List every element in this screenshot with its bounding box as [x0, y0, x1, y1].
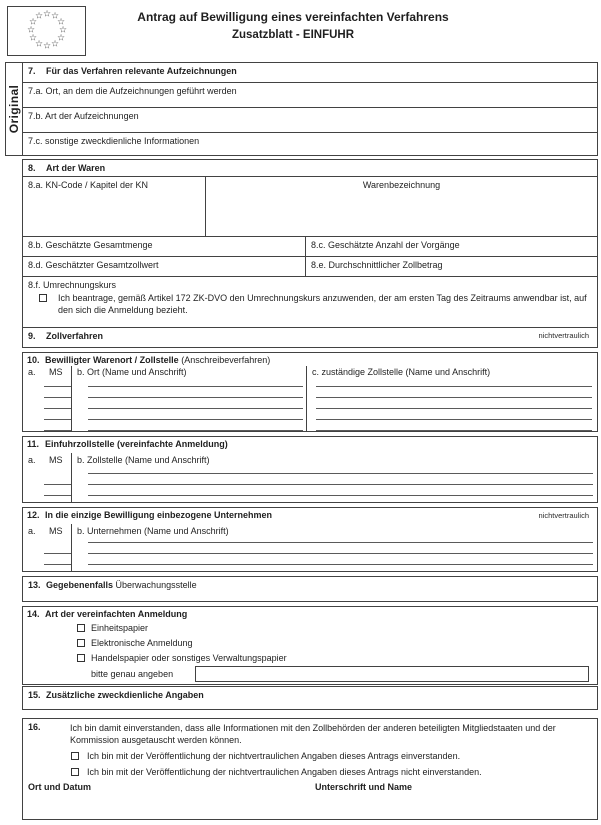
section-13-header — [23, 577, 597, 590]
goods-description-label: Warenbezeichnung — [362, 180, 441, 190]
field-8a-goods[interactable] — [206, 177, 597, 236]
col-c-label: c. zuständige Zollstelle (Name und Anschrift) — [312, 367, 491, 377]
field-8c-label: 8.c. Geschätzte Anzahl der Vorgänge — [311, 240, 460, 250]
section-11-number: 11. — [27, 439, 40, 449]
field-8e-label: 8.e. Durchschnittlicher Zollbetrag — [311, 260, 443, 270]
star-icon: ☆ — [26, 25, 36, 36]
col-a-label: a. — [28, 526, 36, 536]
write-line[interactable] — [88, 419, 303, 420]
field-7a-label: 7.a. Ort, an dem die Aufzeichnungen geführt werden — [28, 86, 237, 96]
section-16-statement: Ich bin damit einverstanden, dass alle Informationen mit den Zollbehörden der anderen beteiligten Mitgliedstaaten und der Kommission ausgetauscht werden können. — [70, 723, 556, 745]
copy-type-label — [6, 63, 23, 155]
field-8a-label: 8.a. KN-Code / Kapitel der KN — [28, 180, 149, 190]
write-line[interactable] — [316, 386, 592, 387]
section-15-number: 15. — [28, 690, 41, 700]
section-12 — [22, 507, 598, 572]
checkbox-exchange-rate[interactable] — [39, 294, 47, 302]
checkbox-publication-disagree[interactable] — [71, 768, 79, 776]
field-8d[interactable] — [23, 257, 306, 276]
section-11-header — [27, 439, 228, 449]
section-8-number: 8. — [28, 163, 36, 173]
original-label: Original — [7, 84, 21, 134]
row-8b-8c — [23, 236, 597, 256]
star-icon: ☆ — [56, 17, 66, 28]
write-line[interactable] — [88, 564, 593, 565]
checkbox-handelspapier[interactable] — [77, 654, 85, 662]
section-13[interactable] — [22, 576, 598, 602]
form-title-line2: Zusatzblatt - EINFUHR — [231, 29, 355, 41]
section-15-title: Zusätzliche zweckdienliche Angaben — [46, 690, 204, 700]
write-line[interactable] — [316, 397, 592, 398]
field-8f-checkbox-text: Ich beantrage, gemäß Artikel 172 ZK-DVO den Umrechnungskurs anzuwenden, der am ersten Tag des Zeitraums anwendbar ist, auf den sich die Anmeldung bezieht. — [58, 293, 587, 315]
specify-label: bitte genau angeben — [91, 669, 174, 679]
star-icon: ☆ — [56, 33, 66, 44]
write-line[interactable] — [88, 473, 593, 474]
section-9-title: Zollverfahren — [46, 331, 104, 341]
field-8a-kn-code[interactable] — [23, 177, 206, 236]
option-einheitspapier-label: Einheitspapier — [91, 623, 149, 633]
section-15-header — [23, 687, 597, 700]
section-14-number: 14. — [27, 609, 40, 619]
checkbox-elektronische-anmeldung[interactable] — [77, 639, 85, 647]
write-line[interactable] — [88, 397, 303, 398]
write-line[interactable] — [44, 408, 71, 409]
section-8 — [22, 159, 598, 348]
section-7 — [5, 62, 598, 156]
field-8c[interactable] — [306, 237, 597, 256]
field-8e[interactable] — [306, 257, 597, 276]
column-divider — [71, 366, 72, 431]
write-line[interactable] — [88, 430, 303, 431]
write-line[interactable] — [44, 484, 71, 485]
col-ms-label: MS — [49, 367, 63, 377]
section-14 — [22, 606, 598, 685]
star-icon: ☆ — [28, 17, 38, 28]
write-line[interactable] — [44, 386, 71, 387]
section-7-title: Für das Verfahren relevante Aufzeichnungen — [46, 66, 237, 76]
option-publication-agree-label: Ich bin mit der Veröffentlichung der nichtvertraulichen Angaben dieses Antrags einverstanden. — [87, 751, 461, 761]
star-icon: ☆ — [50, 39, 60, 50]
row-8d-8e — [23, 256, 597, 276]
col-a-label: a. — [28, 455, 36, 465]
write-line[interactable] — [88, 408, 303, 409]
option-publication-disagree-label: Ich bin mit der Veröffentlichung der nichtvertraulichen Angaben dieses Antrags nicht einverstanden. — [87, 767, 482, 777]
column-divider — [306, 366, 307, 431]
star-icon: ☆ — [58, 25, 68, 36]
section-9 — [23, 327, 597, 347]
write-line[interactable] — [44, 495, 71, 496]
section-12-confidentiality-note: nichtvertraulich — [538, 511, 589, 520]
col-ms-label: MS — [49, 526, 63, 536]
checkbox-publication-agree[interactable] — [71, 752, 79, 760]
section-7-number: 7. — [28, 66, 36, 76]
field-8b-label: 8.b. Geschätzte Gesamtmenge — [28, 240, 153, 250]
write-line[interactable] — [44, 430, 71, 431]
section-12-number: 12. — [27, 510, 40, 520]
write-line[interactable] — [316, 419, 592, 420]
section-14-header — [27, 609, 187, 619]
section-15[interactable] — [22, 686, 598, 710]
section-12-header — [27, 510, 272, 520]
col-b-label: b. Zollstelle (Name und Anschrift) — [77, 455, 210, 465]
write-line[interactable] — [88, 542, 593, 543]
section-11 — [22, 436, 598, 503]
section-8-header — [23, 160, 597, 176]
specify-input[interactable] — [195, 666, 589, 682]
column-divider — [71, 524, 72, 571]
write-line[interactable] — [88, 484, 593, 485]
field-8f — [23, 276, 597, 327]
section-9-number: 9. — [28, 331, 36, 341]
form-title — [90, 10, 496, 41]
section-16-number: 16. — [28, 722, 41, 732]
star-icon: ☆ — [42, 41, 52, 52]
checkbox-einheitspapier[interactable] — [77, 624, 85, 632]
write-line[interactable] — [88, 495, 593, 496]
write-line[interactable] — [316, 430, 592, 431]
field-8b[interactable] — [23, 237, 306, 256]
field-7a[interactable] — [23, 82, 597, 107]
section-10-number: 10. — [27, 355, 40, 365]
field-8d-label: 8.d. Geschätzter Gesamtzollwert — [28, 260, 159, 270]
star-icon: ☆ — [34, 11, 44, 22]
col-b-label: b. Unternehmen (Name und Anschrift) — [77, 526, 229, 536]
col-a-label: a. — [28, 367, 36, 377]
field-7c[interactable] — [23, 132, 597, 155]
section-13-title-suffix: Überwachungsstelle — [115, 580, 197, 590]
field-8a — [23, 176, 597, 236]
form-title-line1: Antrag auf Bewilligung eines vereinfachten Verfahrens — [137, 10, 449, 24]
field-8f-label: 8.f. Umrechnungskurs — [28, 280, 117, 290]
write-line[interactable] — [44, 553, 71, 554]
signature-label: Unterschrift und Name — [315, 782, 413, 792]
section-7-header — [23, 63, 597, 82]
section-8-title: Art der Waren — [46, 163, 106, 173]
option-handelspapier-label: Handelspapier oder sonstiges Verwaltungspapier — [91, 653, 287, 663]
section-10 — [22, 352, 598, 432]
write-line[interactable] — [44, 564, 71, 565]
section-9-confidentiality-note: nichtvertraulich — [538, 331, 589, 340]
col-b-label: b. Ort (Name und Anschrift) — [77, 367, 187, 377]
write-line[interactable] — [316, 408, 592, 409]
place-date-label: Ort und Datum — [28, 782, 91, 792]
section-13-title: Gegebenenfalls — [46, 580, 114, 590]
option-elektronische-anmeldung-label: Elektronische Anmeldung — [91, 638, 193, 648]
section-13-number: 13. — [28, 580, 41, 590]
star-icon: ☆ — [34, 39, 44, 50]
eu-stars-logo — [7, 6, 86, 56]
col-ms-label: MS — [49, 455, 63, 465]
star-icon: ☆ — [50, 11, 60, 22]
section-12-title: In die einzige Bewilligung einbezogene Unternehmen — [45, 510, 273, 520]
section-10-title-suffix: (Anschreibeverfahren) — [181, 355, 271, 365]
star-icon: ☆ — [42, 9, 52, 20]
field-7c-label: 7.c. sonstige zweckdienliche Informationen — [28, 136, 200, 146]
field-7b-label: 7.b. Art der Aufzeichnungen — [28, 111, 139, 121]
write-line[interactable] — [88, 386, 303, 387]
section-16 — [22, 718, 598, 820]
field-7b[interactable] — [23, 107, 597, 132]
section-11-title: Einfuhrzollstelle (vereinfachte Anmeldung) — [45, 439, 228, 449]
star-icon: ☆ — [28, 33, 38, 44]
section-10-header — [27, 355, 270, 365]
write-line[interactable] — [44, 419, 71, 420]
write-line[interactable] — [88, 553, 593, 554]
section-10-title: Bewilligter Warenort / Zollstelle — [45, 355, 179, 365]
column-divider — [71, 453, 72, 502]
write-line[interactable] — [44, 397, 71, 398]
section-14-title: Art der vereinfachten Anmeldung — [45, 609, 188, 619]
